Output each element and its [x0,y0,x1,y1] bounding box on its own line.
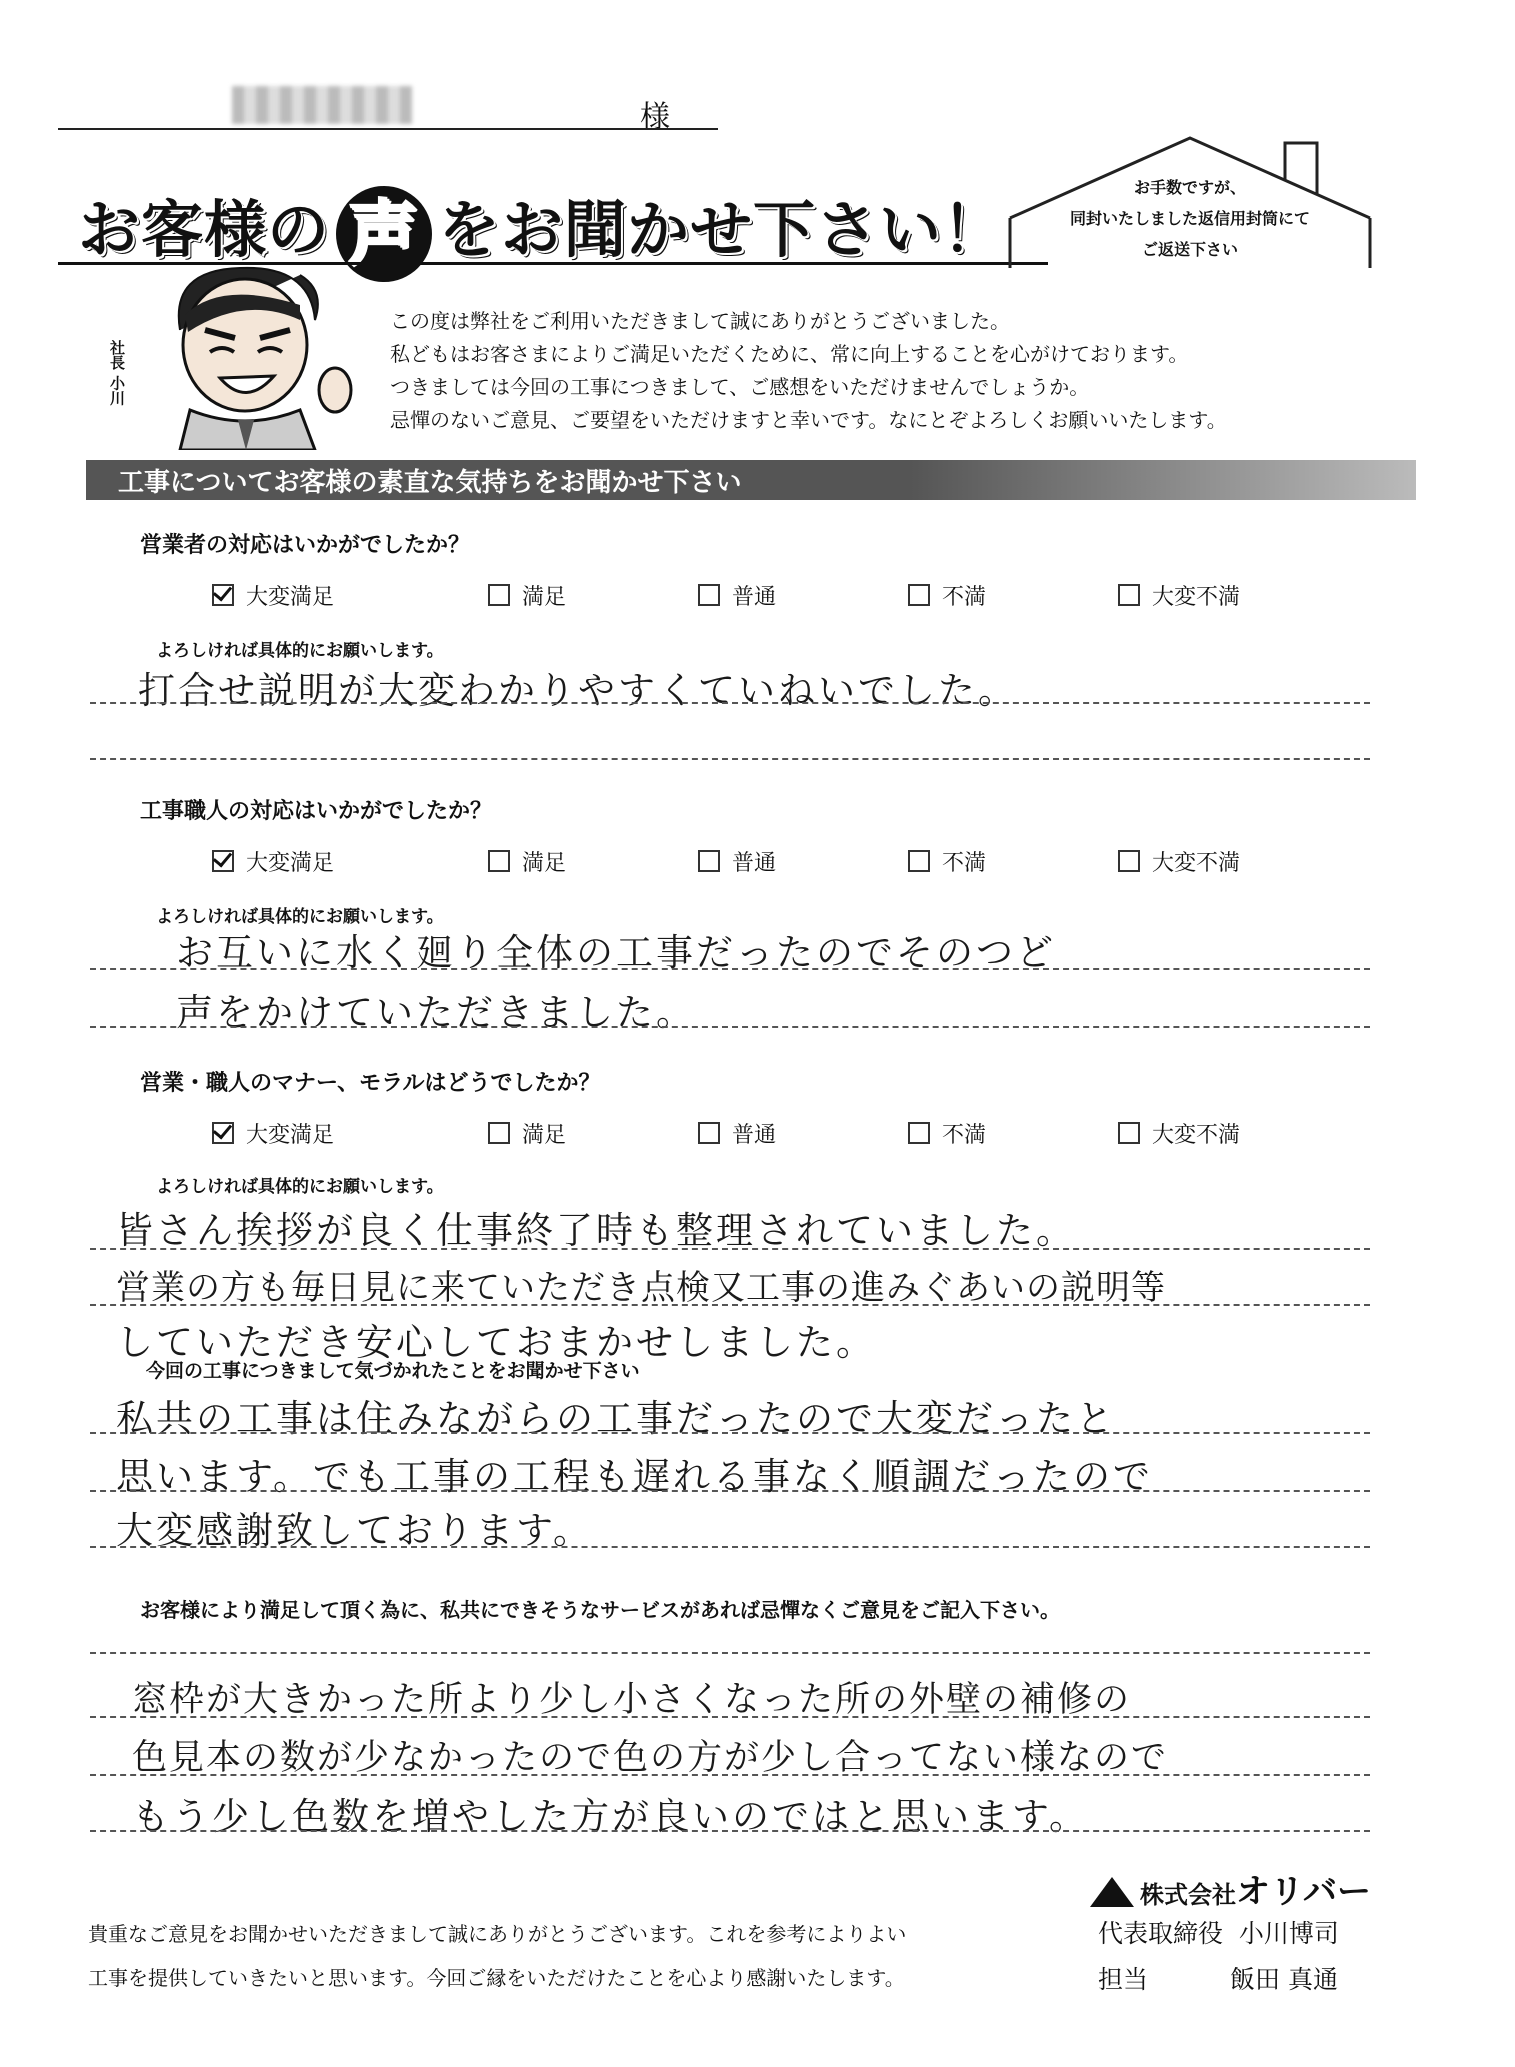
handwritten-answer: お互いに水く廻り全体の工事だったのでそのつど [176,931,1056,974]
checkbox-icon[interactable] [488,850,510,872]
option-satisfied[interactable]: 満足 [488,846,566,877]
option-very-dissatisfied[interactable]: 大変不満 [1118,580,1240,611]
company-logo: 株式会社オリバー [1090,1864,1371,1913]
section-title: 工事についてお客様の素直な気持ちをお聞かせ下さい [118,468,742,498]
answer-line [90,1830,1370,1832]
option-dissatisfied[interactable]: 不満 [908,580,986,611]
answer-line [90,758,1370,760]
checkbox-icon[interactable] [698,850,720,872]
handwritten-answer: 大変感謝致しております。 [116,1509,594,1552]
title-pre: お客様の [78,193,331,266]
answer-line [90,1490,1370,1492]
question-label: 今回の工事につきまして気づかれたことをお聞かせ下さい [146,1360,640,1382]
answer-line [90,1432,1370,1434]
handwritten-answer: 窓枠が大きかった所より少し小さくなった所の外壁の補修の [132,1680,1132,1720]
president-mascot-illustration [150,260,360,450]
option-very-satisfied[interactable]: 大変満足 [212,1118,334,1149]
answer-line [90,968,1370,970]
handwritten-answer: 打合せ説明が大変わかりやすくていねいでした。 [138,669,1018,712]
answer-line [90,1652,1370,1654]
intro-line: この度は弊社をご利用いただきまして誠にありがとうございました。 [390,309,1010,333]
option-satisfied[interactable]: 満足 [488,1118,566,1149]
staff-name: 飯田 真通 [1230,1965,1338,1994]
checkbox-icon[interactable] [698,1122,720,1144]
name-underline [58,128,718,130]
handwritten-answer: していただき安心しておまかせしました。 [116,1321,876,1364]
answer-line [90,1026,1370,1028]
answer-line [90,702,1370,704]
checkbox-icon[interactable] [908,584,930,606]
option-normal[interactable]: 普通 [698,1118,776,1149]
checkbox-icon[interactable] [1118,850,1140,872]
checkbox-icon[interactable] [1118,584,1140,606]
checkbox-icon[interactable] [488,584,510,606]
option-satisfied[interactable]: 満足 [488,580,566,611]
answer-line [90,1774,1370,1776]
option-dissatisfied[interactable]: 不満 [908,846,986,877]
checkbox-icon[interactable] [908,850,930,872]
handwritten-answer: 皆さん挨拶が良く仕事終了時も整理されていました。 [116,1209,1076,1252]
question-label: 営業者の対応はいかがでしたか？ [140,533,471,558]
house-note-line: お手数ですが、 [1133,178,1246,197]
option-very-satisfied[interactable]: 大変満足 [212,846,334,877]
option-very-satisfied[interactable]: 大変満足 [212,580,334,611]
handwritten-answer: 声をかけていただきました。 [176,991,696,1034]
checkbox-icon[interactable] [488,1122,510,1144]
intro-line: 忌憚のないご意見、ご要望をいただけますと幸いです。なにとぞよろしくお願いいたします。 [390,408,1227,432]
answer-line [90,1546,1370,1548]
thanks-line: 工事を提供していきたいと思います。今回ご縁をいただけたことを心より感謝いたします。 [88,1966,905,1990]
honorific: 様 [640,100,670,135]
handwritten-answer: 私共の工事は住みながらの工事だったので大変だったと [116,1397,1116,1440]
answer-line [90,1248,1370,1250]
mascot-caption: 社長 小川 [108,340,126,406]
option-dissatisfied[interactable]: 不満 [908,1118,986,1149]
question-label: 営業・職人のマナー、モラルはどうでしたか？ [140,1071,601,1096]
detail-hint: よろしければ具体的にお願いします。 [156,1177,444,1197]
thanks-line: 貴重なご意見をお聞かせいただきまして誠にありがとうございます。これを参考によりよい [88,1922,907,1946]
option-normal[interactable]: 普通 [698,580,776,611]
intro-line: つきましては今回の工事につきまして、ご感想をいただけませんでしょうか。 [390,375,1090,399]
representative: 代表取締役 小川博司 [1098,1919,1339,1948]
voice-badge: 声 [336,186,432,282]
checked-checkbox-icon[interactable] [212,1122,234,1144]
company-mark-icon [1090,1877,1134,1907]
checked-checkbox-icon[interactable] [212,850,234,872]
handwritten-answer: 営業の方も毎日見に来ていただき点検又工事の進みぐあいの説明等 [116,1268,1166,1308]
redacted-customer-name [232,86,412,124]
intro-line: 私どもはお客さまによりご満足いただくために、常に向上することを心がけております。 [390,342,1189,366]
title-post: をお聞かせ下さい！ [438,193,1006,266]
handwritten-answer: 色見本の数が少なかったので色の方が少し合ってない様なので [132,1738,1169,1778]
question-label: 工事職人の対応はいかがでしたか？ [140,799,493,824]
handwritten-answer: 思います。でも工事の工程も遅れる事なく順調だったので [116,1455,1154,1498]
answer-line [90,1304,1370,1306]
checked-checkbox-icon[interactable] [212,584,234,606]
staff-title: 担当 [1098,1965,1149,1994]
option-very-dissatisfied[interactable]: 大変不満 [1118,1118,1240,1149]
handwritten-answer: もう少し色数を増やした方が良いのではと思います。 [132,1795,1090,1838]
detail-hint: よろしければ具体的にお願いします。 [156,641,444,661]
answer-line [90,1716,1370,1718]
option-normal[interactable]: 普通 [698,846,776,877]
house-note-line: ご返送下さい [1141,240,1238,259]
checkbox-icon[interactable] [908,1122,930,1144]
house-note-line: 同封いたしました返信用封筒にて [1069,209,1310,228]
checkbox-icon[interactable] [698,584,720,606]
detail-hint: よろしければ具体的にお願いします。 [156,907,444,927]
checkbox-icon[interactable] [1118,1122,1140,1144]
option-very-dissatisfied[interactable]: 大変不満 [1118,846,1240,877]
question-label: お客様により満足して頂く為に、私共にできそうなサービスがあれば忌憚なくご意見をご記入下さい。 [140,1598,1060,1622]
